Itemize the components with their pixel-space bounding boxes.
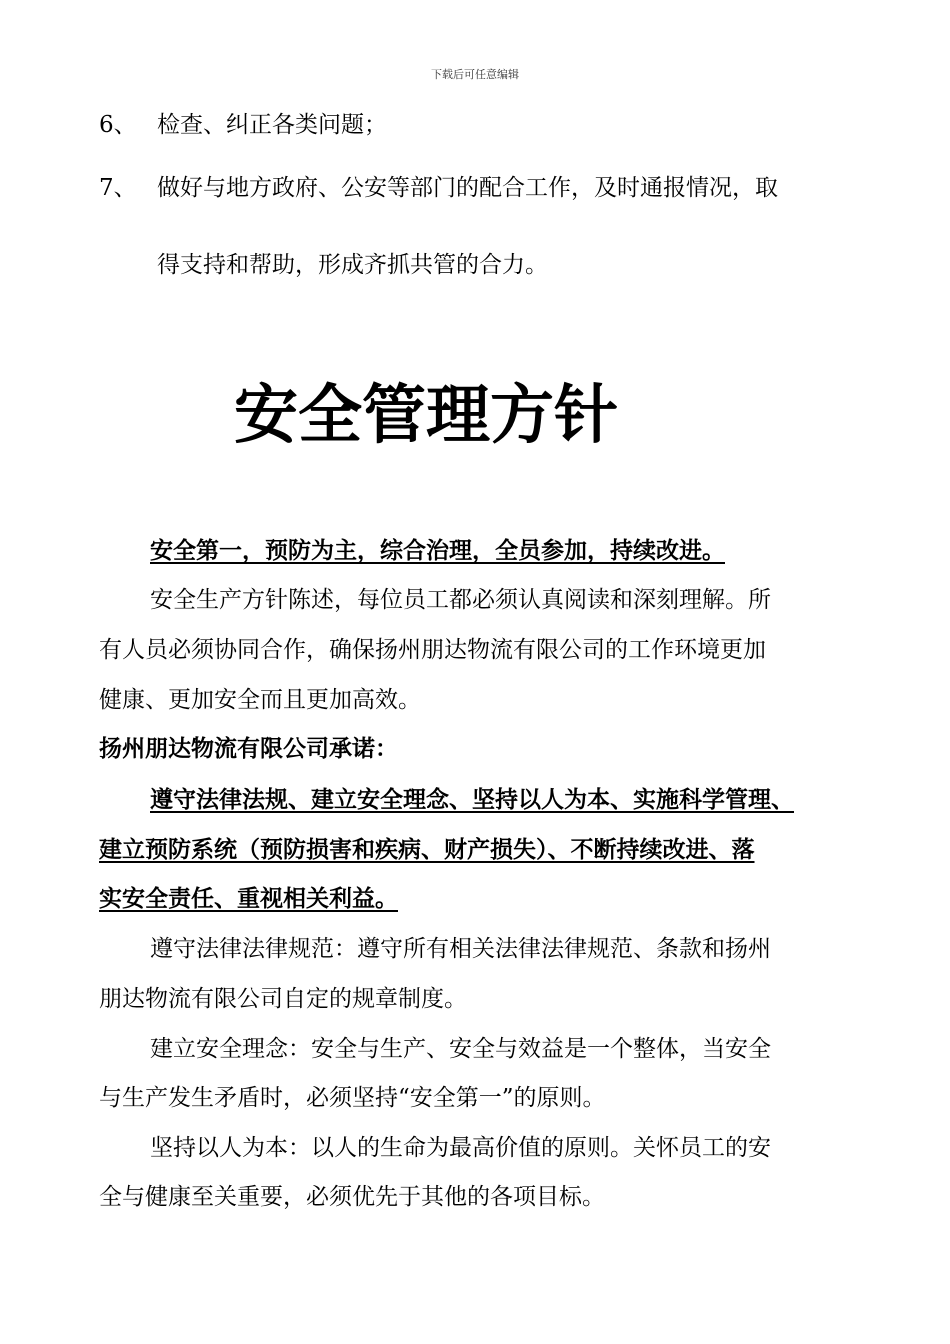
commitment-heading: 扬州朋达物流有限公司承诺： — [99, 736, 398, 762]
policy-para-4-line-1: 坚持以人为本：以人的生命为最高价值的原则。关怀员工的安 — [150, 1135, 771, 1161]
list-number-7: 7、 — [99, 175, 137, 201]
list-number-6: 6、 — [99, 112, 137, 138]
commitment-line-3: 实安全责任、重视相关利益。 — [99, 886, 398, 912]
policy-para-3-line-1: 建立安全理念：安全与生产、安全与效益是一个整体，当安全 — [150, 1036, 771, 1062]
list-item-7-line-2: 得支持和帮助，形成齐抓共管的合力。 — [157, 252, 548, 278]
policy-para-1-line-1: 安全生产方针陈述，每位员工都必须认真阅读和深刻理解。所 — [150, 587, 771, 613]
list-item-6-text: 检查、纠正各类问题； — [157, 112, 387, 138]
page-title: 安全管理方针 — [234, 379, 618, 453]
list-item-7-line-1: 做好与地方政府、公安等部门的配合工作，及时通报情况，取 — [157, 175, 778, 201]
page-header-note: 下载后可任意编辑 — [431, 68, 519, 81]
commitment-line-2: 建立预防系统（预防损害和疾病、财产损失）、不断持续改进、落 — [99, 837, 755, 863]
policy-para-1-line-3: 健康、更加安全而且更加高效。 — [99, 687, 421, 713]
commitment-line-1: 遵守法律法规、建立安全理念、坚持以人为本、实施科学管理、 — [150, 787, 794, 813]
policy-para-2-line-1: 遵守法律法律规范：遵守所有相关法律法律规范、条款和扬州 — [150, 936, 771, 962]
policy-para-2-line-2: 朋达物流有限公司自定的规章制度。 — [99, 986, 467, 1012]
policy-para-4-line-2: 全与健康至关重要，必须优先于其他的各项目标。 — [99, 1184, 605, 1210]
policy-para-1-line-2: 有人员必须协同合作，确保扬州朋达物流有限公司的工作环境更加 — [99, 637, 766, 663]
policy-slogan: 安全第一，预防为主，综合治理，全员参加，持续改进。 — [150, 538, 725, 564]
policy-para-3-line-2: 与生产发生矛盾时，必须坚持“安全第一”的原则。 — [99, 1085, 606, 1111]
